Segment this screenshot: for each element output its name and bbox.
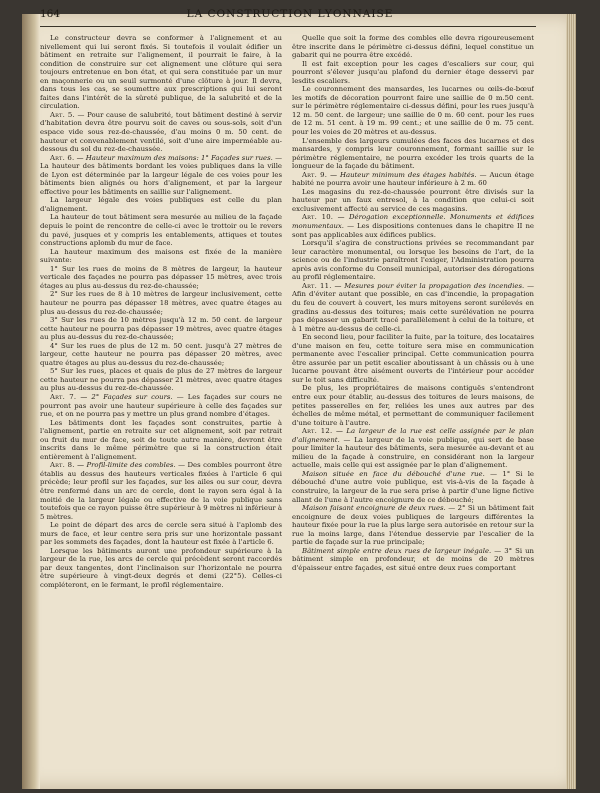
paragraph xyxy=(40,154,282,197)
article-number: Art. 11. xyxy=(302,281,332,290)
paragraph-text: — La hauteur des bâtiments bordant les voies publiques dans la ville de Lyon est déterminée par la largeur légale de ces voies pour les bâtiments bien alignés ou hors d'alignement, et par la largeur effective pour les bâtiments en saillie sur l'alignement. xyxy=(40,153,282,196)
paragraph-text: Quelle que soit la forme des combles elle devra rigoureusement être inscrite dans le périmètre ci-dessus défini, lequel constitue un gabarit qui ne pourra être excédé. xyxy=(292,34,534,60)
article-number: Art. 7. xyxy=(50,392,77,401)
paragraph xyxy=(40,367,282,393)
paragraph-text: Lorsque les bâtiments auront une profondeur supérieure à la largeur de la rue, les arcs de cercle qui précèdent seront raccordés par deux tangentes, dont l'inclinaison sur l'horizontale ne pourra être supérieure à vingt-deux degrés et demi (22°5). Celles-ci compléteront, en le fermant, le profil réglementaire. xyxy=(40,546,282,589)
paragraph xyxy=(292,239,534,282)
left-column xyxy=(40,34,282,769)
article-title: Bâtiment simple entre deux rues de largeur inégale. xyxy=(302,546,492,555)
paragraph-text: 3° Sur les rues de 10 mètres jusqu'à 12 m. 50 cent. de largeur cette hauteur ne pourra pas dépasser 19 mètres, avec quatre étages au plus au-dessus du rez-de-chaussée; xyxy=(40,316,282,342)
running-header xyxy=(40,8,540,24)
paragraph-text: — 2° Si un bâtiment fait encoignure de deux voies publiques de largeurs différentes la hauteur fixée pour la rue la plus large sera autorisée en retour sur la rue la moins large, dans l'étendue desservie par l'escalier de la partie de façade sur la rue principale; xyxy=(292,504,534,547)
article-number: Art. 9. xyxy=(302,170,328,179)
paragraph-text: 2° Sur les rues de 8 à 10 mètres de largeur inclusivement, cette hauteur ne pourra pas dépasser 18 mètres, avec quatre étages au plus au-dessus du rez-de-chaussée; xyxy=(40,290,282,316)
article-number: Art. 6. xyxy=(50,153,75,162)
page-edge xyxy=(566,14,576,789)
paragraph xyxy=(292,60,534,86)
paragraph xyxy=(292,137,534,171)
article-number: Art. 12. xyxy=(302,427,333,436)
paragraph xyxy=(40,248,282,265)
header-rule xyxy=(40,26,536,27)
paragraph-text: — Des combles pourront être établis au dessus des hauteurs verticales fixées à l'article 6 qui précède; leur profil sur les façades, sur les ailes ou sur cour, devra être renfermé dans un arc de cercle, dont le rayon sera égal à la moitié de la largeur légale ou effective de la voie publique sans toutefois que ce rayon puisse être supérieur à 9 mètres ni inférieur à 5 mètres. xyxy=(40,461,282,521)
paragraph xyxy=(40,342,282,368)
article-title: — Hauteur minimum des étages habités. xyxy=(327,170,477,179)
right-column xyxy=(292,34,534,769)
article-title: — Hauteur maximum des maisons: 1° Façades sur rues. xyxy=(74,153,273,162)
paragraph-text: — 1° Si le débouché d'une autre voie publique, est vis-à-vis de la façade à construire, la largeur de la rue sera prise à partir d'une ligne fictive allant de l'une à l'autre encoignure de ce débouché; xyxy=(292,469,534,504)
paragraph-text: 1° Sur les rues de moins de 8 mètres de largeur, la hauteur verticale des façades ne pourra pas dépasser 15 mètres, avec trois étages au plus au-dessus du rez-de-chaussée; xyxy=(40,264,282,290)
paragraph-text: Le constructeur devra se conformer à l'alignement et au nivellement qui lui seront fixés. Si toutefois il voulait édifier un bâtiment en retraite sur l'alignement, il pourrait le faire, à la condition de construire sur cet alignement une clôture qui sera toujours entretenue en bon état, et qui sera constituée par un mur en maçonnerie ou un seuil surmonté d'une clôture à jour. Il devra, dans tous les cas, se soumettre aux prescriptions qui lui seront faites dans l'intérêt de la sûreté publique, de la salubrité et de la circulation. xyxy=(40,34,282,111)
paragraph xyxy=(40,316,282,342)
binding-gutter xyxy=(22,14,40,789)
paragraph xyxy=(292,547,534,573)
paragraph-text: — Pour cause de salubrité, tout bâtiment destiné à servir d'habitation devra être pourvu soit de caves ou sous-sols, soit d'un espace vide sous rez-de-chaussée, d'au moins 0 m. 50 cent. de hauteur et convenablement ventilé, soit d'une aire imperméable au-dessous du sol du rez-de-chaussée. xyxy=(40,110,282,154)
paragraph xyxy=(40,393,282,419)
page-number: 164 xyxy=(40,8,61,20)
paragraph-text: Les bâtiments dont les façades sont construites, partie à l'alignement, partie en retraite sur cet alignement, soit par retrait ou fruit du mur de face, soit de toute autre manière, devront être inscrits dans le même périmètre que si la construction était entièrement à l'alignement. xyxy=(40,418,282,461)
paragraph-text: En second lieu, pour faciliter la fuite, par la toiture, des locataires d'une maison en feu, cette toiture sera mise en communication permanente avec l'escalier principal. Cette communication pourra être assurée par un petit escalier aboutissant à un châssis ou à une lucarne pouvant être aisément ouverts de l'intérieur pour accéder sur le toit sans difficulté. xyxy=(292,333,534,384)
paragraph xyxy=(292,85,534,136)
paragraph-text: — Les façades sur cours ne pourront pas avoir une hauteur supérieure à celle des façades sur rue, et on ne pourra pas y mettre un plus grand nombre d'étages. xyxy=(40,392,282,419)
paragraph-text: — Aucun étage habité ne pourra avoir une hauteur inférieure à 2 m. 60 xyxy=(292,170,534,188)
paragraph xyxy=(40,111,282,154)
paragraph xyxy=(292,504,534,547)
paragraph xyxy=(40,419,282,462)
paragraph-text: Il est fait exception pour les cages d'escaliers sur cour, qui pourront s'élever jusqu'au plafond du dernier étage desservi par lesdits escaliers. xyxy=(292,59,534,85)
paragraph xyxy=(292,282,534,333)
paragraph xyxy=(292,213,534,239)
paragraph-text: Lorsqu'il s'agira de constructions privées se recommandant par leur caractère monumental, ou lorsque les besoins de l'art, de la science ou de l'industrie paraîtront l'exiger, l'Administration pourra après avis conforme du Conseil municipal, autoriser des dérogations au profil réglementaire. xyxy=(292,239,534,282)
paragraph xyxy=(292,188,534,214)
paragraph xyxy=(292,34,534,60)
paragraph xyxy=(40,196,282,213)
paragraph xyxy=(40,521,282,547)
paragraph xyxy=(40,290,282,316)
article-title: — La largeur de la rue est celle assignée par le plan d'alignement. xyxy=(292,427,534,444)
article-title: — Dérogation exceptionnelle. Monuments et édifices monumentaux. xyxy=(292,213,534,231)
article-title: — Mesures pour éviter la propagation des incendies. xyxy=(331,281,525,290)
paragraph-text: — Les dispositions contenues dans le chapitre II ne sont pas applicables aux édifices publics. xyxy=(292,222,534,239)
paragraph-text: — La largeur de la voie publique, qui sert de base pour limiter la hauteur des bâtiments, sera mesurée au-devant et au milieu de la façade à construire, en considérant non la largeur actuelle, mais celle qui est assignée par le plan d'alignement. xyxy=(292,435,534,470)
paragraph xyxy=(292,333,534,384)
article-number: Art. 8. xyxy=(50,461,75,470)
paragraph-text: La hauteur de tout bâtiment sera mesurée au milieu de la façade depuis le point de rencontre de celle-ci avec le trottoir ou le revers du pavé, jusques et y compris les entablements, attiques et toutes constructions aplomb du mur de face. xyxy=(40,213,282,248)
article-title: Maison faisant encoignure de deux rues. xyxy=(302,504,446,513)
article-title: — 2° Façades sur cours. xyxy=(76,392,173,401)
paragraph xyxy=(40,34,282,111)
paragraph-text: L'ensemble des largeurs cumulées des faces des lucarnes et des mansardes, y compris leur couronnement, formant saillie sur le périmètre réglementaire, ne pourra excéder les trois quarts de la longueur de la façade du bâtiment. xyxy=(292,136,534,171)
paragraph xyxy=(40,547,282,590)
paragraph xyxy=(40,213,282,247)
paragraph xyxy=(40,265,282,291)
article-title: — Profil-limite des combles. xyxy=(74,461,176,470)
paragraph-text: Le couronnement des mansardes, les lucarnes ou œils-de-bœuf les motifs de décoration pourront faire une saillie de 0 m.50 cent. sur le périmètre réglementaire ci-dessus défini, pour les rues jusqu'à 12 m. 50 cent. de largeur; une saillie de 0 m. 60 cent. pour les rues de 12 m. 51 cent. à 19 m. 99 cent.; et une saillie de 0 m. 75 cent. pour les voies de 20 mètres et au-dessus. xyxy=(292,85,534,137)
paragraph-text: La hauteur maximum des maisons est fixée de la manière suivante: xyxy=(40,247,282,265)
paragraph-text: 5° Sur les rues, places et quais de plus de 27 mètres de largeur cette hauteur ne pourra pas dépasser 21 mètres, avec quatre étages au plus au-dessus du rez-de-chaussée. xyxy=(40,367,282,393)
paragraph xyxy=(292,470,534,504)
paragraph-text: Les magasins du rez-de-chaussée pourront être divisés sur la hauteur par un faux entresol, à la condition que celui-ci soit exclusivement affecté au service de ces magasins. xyxy=(292,187,534,213)
article-number: Art. 5. xyxy=(50,110,75,119)
paragraph-text: — 3° Si un bâtiment simple en profondeur, et de moins de 20 mètres d'épaisseur entre façades, est situé entre deux rues comportant xyxy=(292,546,534,572)
paragraph-text: Le point de départ des arcs de cercle sera situé à l'aplomb des murs de face, et leur centre sera pris sur une horizontale passant par les sommets des façades, dont la hauteur est fixée à l'article 6. xyxy=(40,521,282,547)
article-title: Maison située en face du débouché d'une rue. xyxy=(302,469,485,478)
article-number: Art. 10. xyxy=(302,213,334,222)
paragraph xyxy=(40,461,282,521)
paragraph-text: 4° Sur les rues de plus de 12 m. 50 cent. jusqu'à 27 mètres de largeur, cette hauteur ne pourra pas dépasser 20 mètres, avec quatre étages au plus au-dessus du rez-de-chaussée; xyxy=(40,341,282,367)
paragraph xyxy=(292,384,534,427)
paragraph-text: La largeur légale des voies publiques est celle du plan d'alignement. xyxy=(40,196,282,213)
running-title: LA CONSTRUCTION LYONNAISE xyxy=(186,8,394,20)
paragraph-text: De plus, les propriétaires de maisons contiguës s'entendront entre eux pour établir, au-dessus des toitures de leurs maisons, de petites passerelles en fer, reliées les unes aux autres par des échelles de même métal, et permettant de communiquer facilement d'une toiture à l'autre. xyxy=(292,384,534,427)
paragraph xyxy=(292,427,534,470)
paragraph xyxy=(292,171,534,188)
paragraph-text: — Afin d'éviter autant que possible, en cas d'incendie, la propagation du feu de couvert à couvert, les murs mitoyens seront surélevés en gradins au-dessus des toitures; mais cette surélévation ne pourra pas dépasser un gabarit tracé parallèlement à celui de la toiture, et à 1 mètre au-dessus de celle-ci. xyxy=(292,281,534,333)
